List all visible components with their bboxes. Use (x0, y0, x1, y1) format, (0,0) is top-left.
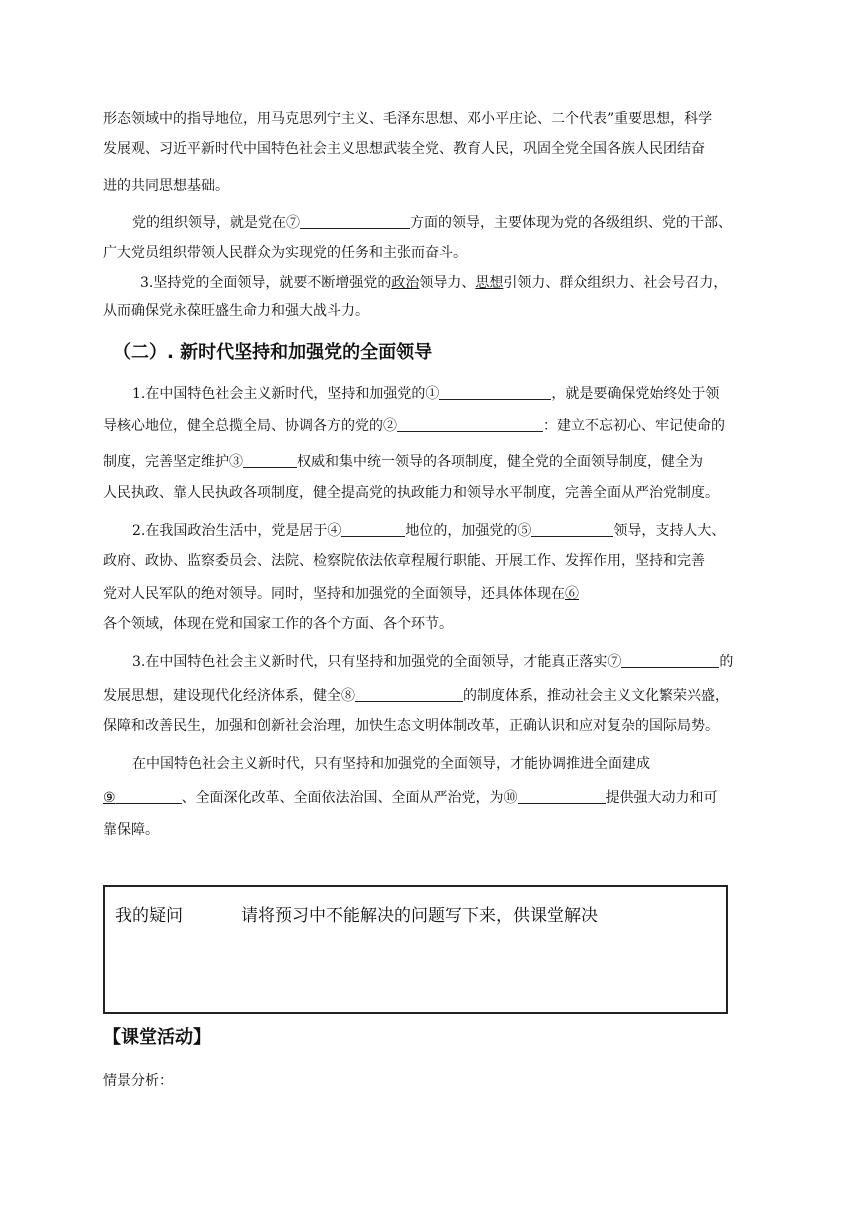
blank-9-marker: ⑨ (103, 790, 116, 806)
my-questions-label: 我的疑问 (115, 906, 183, 926)
activity-heading: 【课堂活动】 (103, 1027, 211, 1048)
text: 党对人民军队的绝对领导。同时，坚持和加强党的全面领导，还具体体现在 (103, 586, 565, 602)
text: 3.在中国特色社会主义新时代，只有坚持和加强党的全面领导，才能真正落实⑦ (132, 654, 622, 670)
fill-blank-4[interactable] (341, 520, 405, 537)
question-1-line (103, 447, 758, 477)
paragraph-line: 广大党员组织带领人民群众为实现党的任务和主张而奋斗。 (103, 245, 467, 261)
fill-blank-2[interactable] (397, 415, 543, 432)
section-heading: （二）. 新时代坚持和加强党的全面领导 (113, 342, 433, 363)
paragraph-line: 发展观、习近平新时代中国特色社会主义思想武装全党、教育人民，巩固全党全国各族人民团结奋 (103, 141, 705, 157)
paragraph-line: 形态领域中的指导地位，用马克思列宁主义、毛泽东思想、邓小平庄论、二个代表”重要思想，科学 (103, 111, 713, 127)
text: 、全面深化改革、全面依法治国、全面从严治党，为⑩ (181, 790, 518, 806)
paragraph-line: 进的共同思想基础。 (103, 178, 229, 194)
text: 引领力、群众组织力、社会号召力， (503, 275, 728, 291)
fill-blank-8[interactable] (355, 685, 463, 702)
fill-blank-10[interactable] (518, 787, 606, 804)
text: 发展思想，建设现代化经济体系，健全⑧ (103, 688, 355, 704)
text: 领导，支持人大、 (613, 523, 726, 539)
org-leadership-paragraph (103, 208, 758, 238)
fill-blank-1[interactable] (439, 383, 551, 400)
text: 2.在我国政治生活中，党是居于④ (132, 523, 342, 539)
question-1-line (103, 411, 758, 441)
text: 权威和集中统一领导的各项制度，健全党的全面领导制度，健全为 (297, 454, 703, 470)
question-2-line (103, 579, 758, 609)
scenario-analysis-label: 情景分析： (103, 1073, 173, 1089)
question-3-line (103, 681, 758, 711)
fill-blank-3[interactable] (243, 451, 297, 468)
underlined-word: 思想 (475, 275, 504, 291)
question-2-line: 政府、政协、监察委员会、法院、检察院依法依章程履行职能、开展工作、发挥作用，坚持和完善 (103, 553, 705, 569)
fill-blank-9[interactable] (116, 787, 182, 804)
question-1-line: 人民执政、靠人民执政各项制度，健全提高党的执政能力和领导水平制度，完善全面从严治党制度。 (103, 485, 719, 501)
text: 制度，完善坚定维护③ (103, 454, 243, 470)
text: 地位的，加强党的⑤ (405, 523, 532, 539)
text: 方面的领导，主要体现为党的各级组织、党的干部、 (410, 215, 732, 231)
question-4-line: 靠保障。 (103, 822, 159, 838)
text: 党的组织领导，就是党在⑦ (132, 215, 300, 231)
question-2-line: 各个领域，体现在党和国家工作的各个方面、各个环节。 (103, 616, 453, 632)
fill-blank-5[interactable] (531, 520, 613, 537)
question-4-line (103, 783, 758, 813)
fill-blank-7[interactable] (300, 212, 410, 229)
leadership-abilities-paragraph (103, 268, 758, 298)
my-questions-box[interactable] (103, 885, 728, 1014)
question-3-line (103, 647, 758, 677)
text: 的 (719, 654, 734, 670)
text: 提供强大动力和可 (605, 790, 718, 806)
question-4-line: 在中国特色社会主义新时代，只有坚持和加强党的全面领导，才能协调推进全面建成 (132, 756, 650, 772)
my-questions-prompt: 请将预习中不能解决的问题写下来，供课堂解决 (241, 906, 598, 926)
fill-blank-7b[interactable] (621, 651, 719, 668)
text: ，就是要确保党始终处于领 (551, 386, 720, 402)
text: 导核心地位，健全总揽全局、协调各方的党的② (103, 418, 397, 434)
text: 领导力、 (419, 275, 476, 291)
paragraph-line: 从而确保党永葆旺盛生命力和强大战斗力。 (103, 303, 369, 319)
question-3-line: 保障和改善民生，加强和创新社会治理，加快生态文明体制改革，正确认识和应对复杂的国际局势。 (103, 718, 719, 734)
text: 3.坚持党的全面领导，就要不断增强党的 (140, 275, 392, 291)
blank-6-marker[interactable]: ⑥ (565, 586, 579, 602)
underlined-word: 政治 (391, 275, 420, 291)
question-2-line (103, 516, 758, 546)
question-1-line (103, 379, 758, 409)
text: ：建立不忘初心、牢记使命的 (543, 418, 725, 434)
text: 的制度体系，推动社会主义文化繁荣兴盛， (463, 688, 729, 704)
text: 1.在中国特色社会主义新时代，坚持和加强党的① (132, 386, 440, 402)
